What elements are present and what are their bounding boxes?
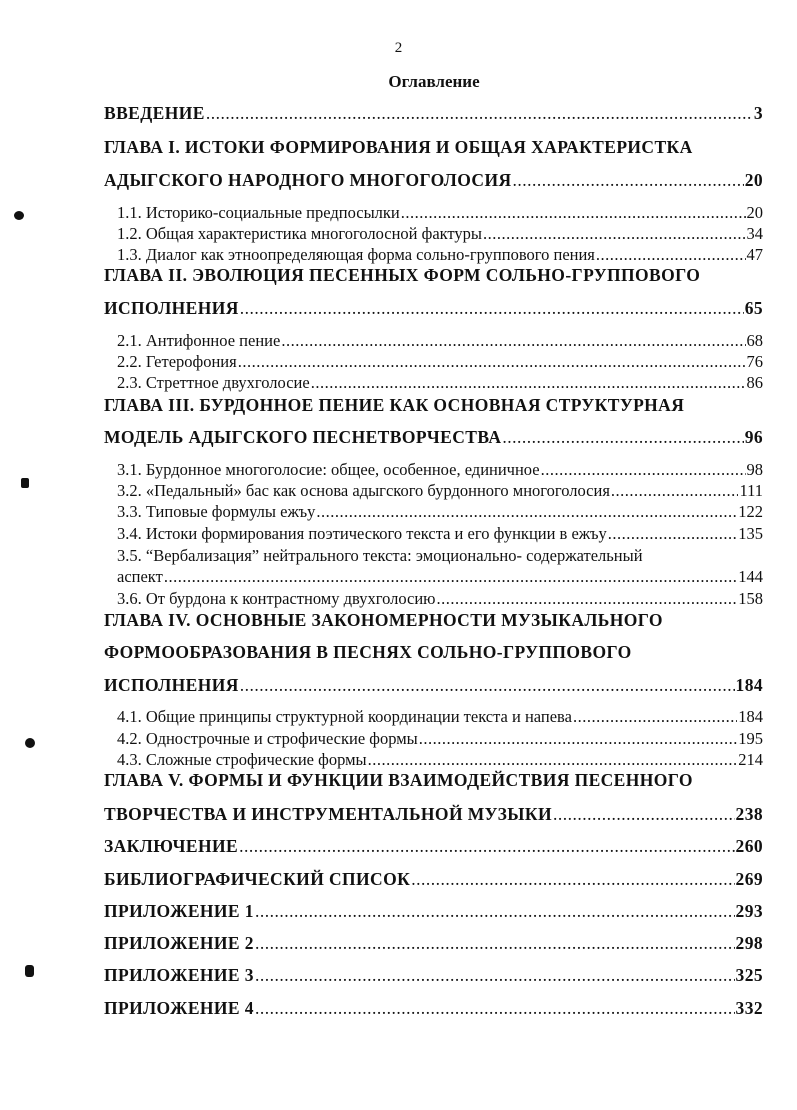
toc-entry-page: 68 [746,331,763,350]
toc-entry-page: 238 [735,804,763,824]
toc-entry-label: ПРИЛОЖЕНИЕ 2 [104,933,254,953]
leader-dots [596,245,746,265]
toc-entry-label: ПРИЛОЖЕНИЕ 4 [104,998,254,1018]
toc-entry-page: 122 [738,502,763,521]
toc-chapter-3-line-1[interactable]: ГЛАВА III. БУРДОННОЕ ПЕНИЕ КАК ОСНОВНАЯ СТРУКТУРНАЯ [104,395,685,415]
toc-entry-intro[interactable] [104,103,763,124]
toc-entry-page: 293 [735,901,763,921]
toc-entry-page: 144 [738,567,763,586]
toc-entry-page: 96 [744,427,763,447]
toc-entry-label: ПРИЛОЖЕНИЕ 1 [104,901,254,921]
leader-dots [255,933,735,954]
toc-entry-page: 34 [746,224,763,243]
toc-entry-label: ЗАКЛЮЧЕНИЕ [104,836,239,856]
toc-section-3-1[interactable] [117,460,763,480]
leader-dots [311,373,746,393]
toc-entry-label: 4.2. Однострочные и строфические формы [117,729,418,748]
leader-dots [573,707,737,727]
toc-entry-page: 158 [738,589,763,608]
toc-entry-page: 76 [746,352,763,371]
toc-entry-label: 3.1. Бурдонное многоголосие: общее, особенное, единичное [117,460,540,479]
toc-entry-conclusion[interactable] [104,836,763,857]
toc-entry-label: аспект [117,567,163,586]
toc-chapter-1[interactable] [104,170,763,191]
toc-entry-page: 195 [738,729,763,748]
leader-dots [255,965,735,986]
toc-section-3-5[interactable] [117,567,763,587]
leader-dots [419,729,737,749]
toc-entry-label: ТВОРЧЕСТВА И ИНСТРУМЕНТАЛЬНОЙ МУЗЫКИ [104,804,552,824]
toc-section-1-2[interactable] [117,224,763,244]
toc-chapter-1-line-1[interactable]: ГЛАВА I. ИСТОКИ ФОРМИРОВАНИЯ И ОБЩАЯ ХАРАКТЕРИСТКА [104,137,693,157]
toc-section-1-3[interactable] [117,245,763,265]
scan-speck [25,738,35,748]
toc-entry-page: 20 [744,170,763,190]
toc-entry-label: 1.1. Историко-социальные предпосылки [117,203,400,222]
toc-section-4-3[interactable] [117,750,763,770]
scan-speck [21,478,29,488]
leader-dots [553,804,735,825]
toc-chapter-2-line-1[interactable]: ГЛАВА II. ЭВОЛЮЦИЯ ПЕСЕННЫХ ФОРМ СОЛЬНО-ГРУППОВОГО [104,265,701,285]
toc-entry-label: 4.1. Общие принципы структурной координации текста и напева [117,707,572,726]
toc-entry-label: МОДЕЛЬ АДЫГСКОГО ПЕСНЕТВОРЧЕСТВА [104,427,502,447]
leader-dots [255,901,735,922]
toc-entry-label: 3.6. От бурдона к контрастному двухголосию [117,589,436,608]
leader-dots [437,589,738,609]
leader-dots [368,750,738,770]
toc-entry-page: 184 [735,675,763,695]
leader-dots [164,567,737,587]
toc-entry-label: 2.1. Антифонное пение [117,331,281,350]
toc-section-3-5-line-1[interactable]: 3.5. “Вербализация” нейтрального текста: эмоционально- содержательный [117,546,643,565]
scan-speck [25,965,34,977]
toc-chapter-5[interactable] [104,804,763,825]
toc-entry-page: 3 [753,103,763,123]
toc-entry-label: БИБЛИОГРАФИЧЕСКИЙ СПИСОК [104,869,411,889]
toc-entry-label: ИСПОЛНЕНИЯ [104,675,239,695]
leader-dots [255,998,735,1019]
toc-entry-page: 47 [746,245,763,264]
toc-section-3-6[interactable] [117,589,763,609]
toc-entry-label: ИСПОЛНЕНИЯ [104,298,239,318]
toc-entry-page: 298 [735,933,763,953]
toc-entry-page: 214 [738,750,763,769]
toc-entry-appendix-1[interactable] [104,901,763,922]
toc-entry-label: АДЫГСКОГО НАРОДНОГО МНОГОГОЛОСИЯ [104,170,512,190]
toc-section-1-1[interactable] [117,203,763,223]
toc-entry-page: 65 [744,298,763,318]
toc-entry-label: ВВЕДЕНИЕ [104,103,205,123]
toc-entry-page: 332 [735,998,763,1018]
toc-chapter-2[interactable] [104,298,763,319]
toc-entry-page: 135 [738,524,763,543]
leader-dots [238,352,746,372]
leader-dots [401,203,746,223]
toc-section-3-2[interactable] [117,481,763,501]
toc-entry-label: 2.3. Стреттное двухголосие [117,373,310,392]
toc-section-3-3[interactable] [117,502,763,522]
toc-chapter-3[interactable] [104,427,763,448]
leader-dots [316,502,737,522]
toc-entry-page: 98 [746,460,763,479]
toc-chapter-4-line-1[interactable]: ГЛАВА IV. ОСНОВНЫЕ ЗАКОНОМЕРНОСТИ МУЗЫКАЛЬНОГО [104,610,663,630]
leader-dots [206,103,753,124]
page-number: 2 [394,40,403,56]
leader-dots [513,170,744,191]
toc-entry-label: 2.2. Гетерофония [117,352,237,371]
toc-entry-label: 1.2. Общая характеристика многоголосной фактуры [117,224,483,243]
toc-section-2-1[interactable] [117,331,763,351]
toc-entry-page: 269 [735,869,763,889]
leader-dots [608,524,737,544]
toc-entry-appendix-4[interactable] [104,998,763,1019]
toc-entry-label: 3.3. Типовые формулы ежъу [117,502,316,521]
toc-section-2-2[interactable] [117,352,763,372]
leader-dots [611,481,739,501]
toc-chapter-4-line-2[interactable]: ФОРМООБРАЗОВАНИЯ В ПЕСНЯХ СОЛЬНО-ГРУППОВОГО [104,642,632,662]
toc-entry-label: 4.3. Сложные строфические формы [117,750,367,769]
toc-entry-page: 184 [738,707,763,726]
toc-section-2-3[interactable] [117,373,763,393]
scan-speck [14,211,24,220]
toc-entry-label: ПРИЛОЖЕНИЕ 3 [104,965,254,985]
toc-entry-label: 1.3. Диалог как этноопределяющая форма сольно-группового пения [117,245,595,264]
toc-entry-appendix-2[interactable] [104,933,763,954]
toc-entry-appendix-3[interactable] [104,965,763,986]
leader-dots [240,675,735,696]
toc-entry-label: 3.2. «Педальный» бас как основа адыгского бурдонного многоголосия [117,481,610,500]
toc-chapter-5-line-1[interactable]: ГЛАВА V. ФОРМЫ И ФУНКЦИИ ВЗАИМОДЕЙСТВИЯ ПЕСЕННОГО [104,770,693,790]
leader-dots [281,331,745,351]
toc-chapter-4[interactable] [104,675,763,696]
toc-entry-page: 20 [746,203,763,222]
leader-dots [483,224,745,244]
toc-entry-page: 325 [735,965,763,985]
toc-entry-page: 86 [746,373,763,392]
leader-dots [240,298,744,319]
toc-title: Оглавление [388,72,480,91]
leader-dots [502,427,743,448]
leader-dots [239,836,734,857]
toc-entry-page: 111 [739,481,763,500]
toc-section-3-4[interactable] [117,524,763,544]
leader-dots [541,460,746,480]
toc-entry-label: 3.4. Истоки формирования поэтического текста и его функции в ежъу [117,524,607,543]
toc-section-4-1[interactable] [117,707,763,727]
leader-dots [411,869,734,890]
toc-entry-bibliography[interactable] [104,869,763,890]
toc-section-4-2[interactable] [117,729,763,749]
toc-entry-page: 260 [735,836,763,856]
